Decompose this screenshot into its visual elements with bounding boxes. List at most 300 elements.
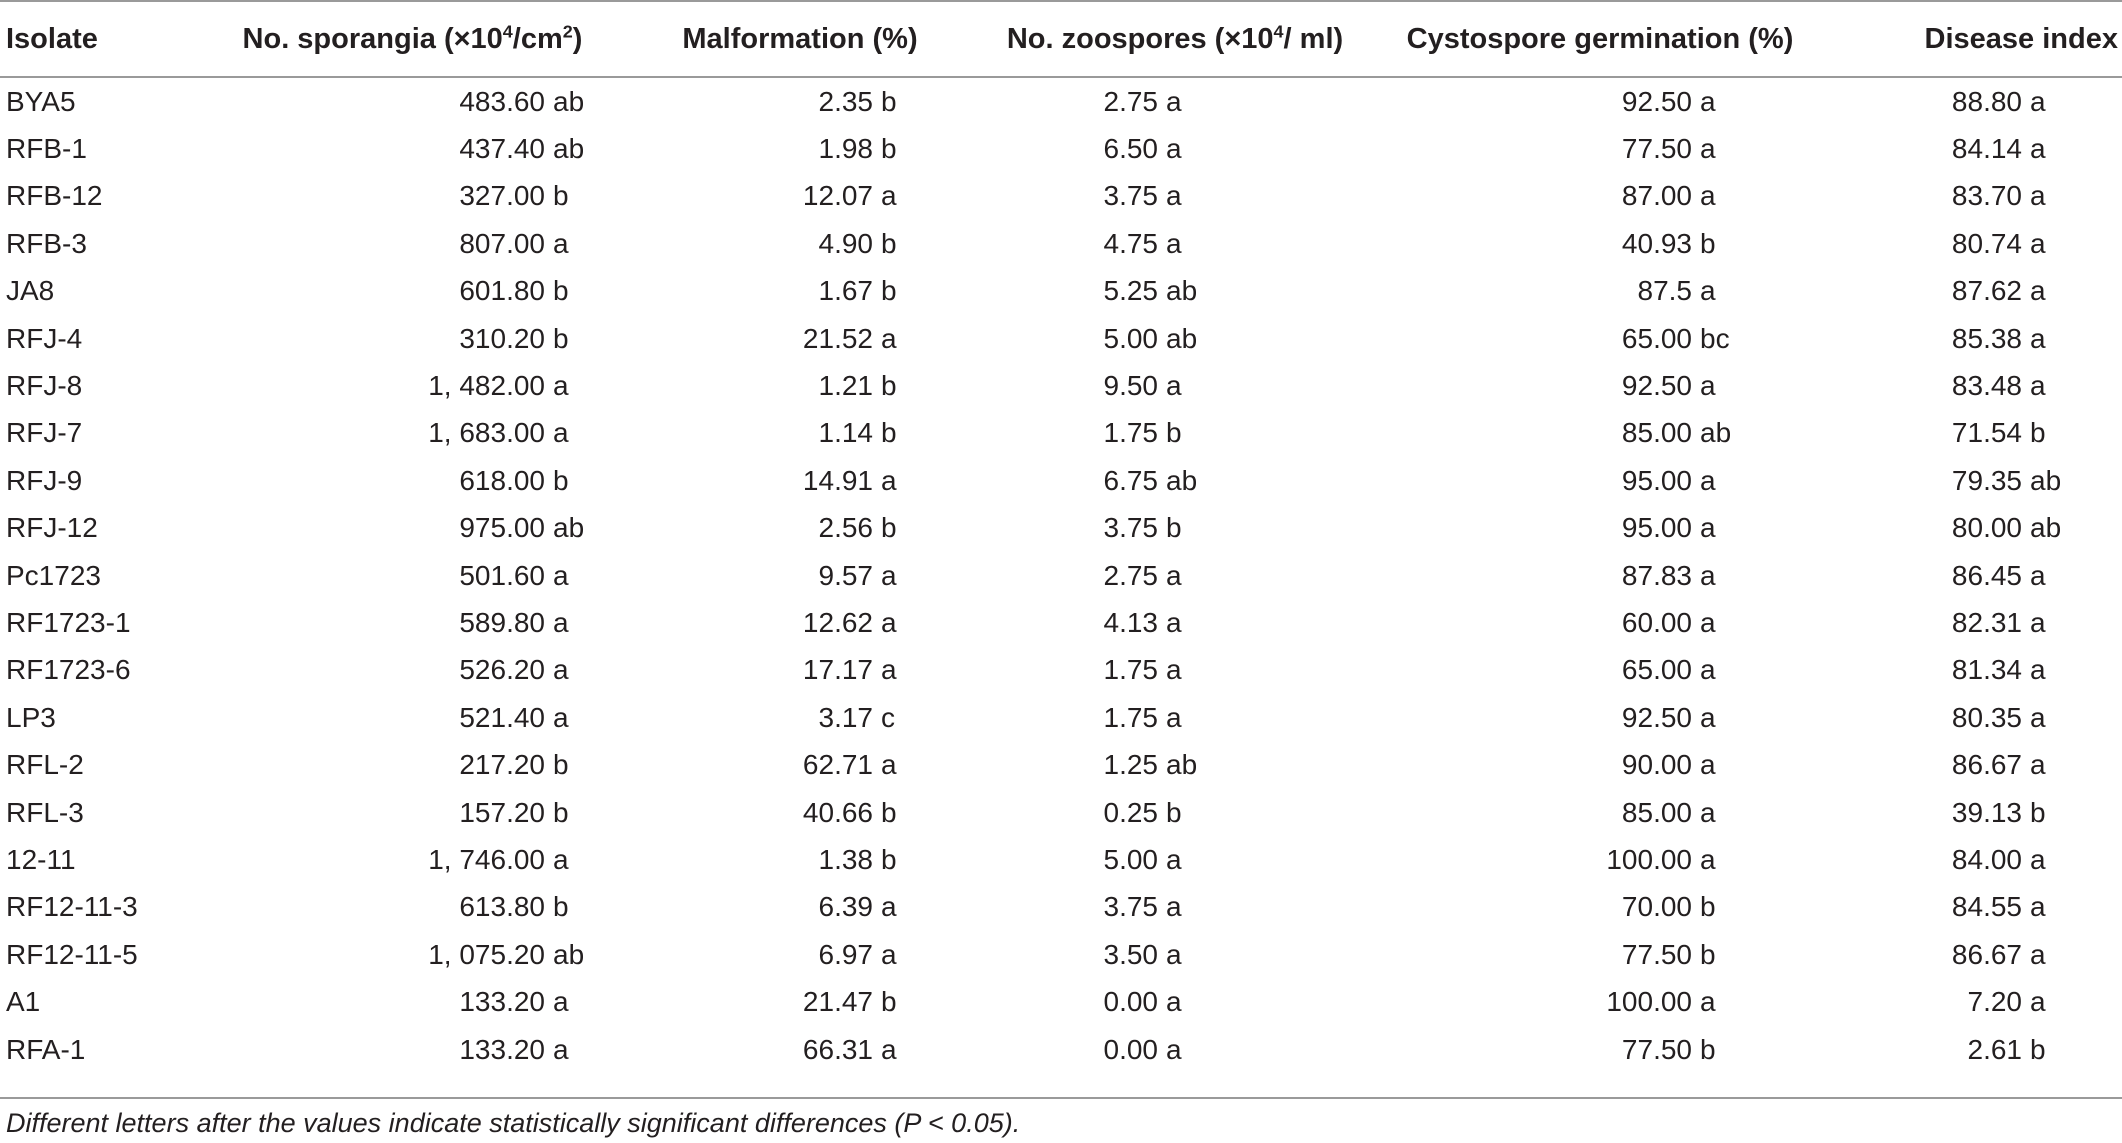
malformation-value: 17.17 [802, 654, 873, 686]
header-isolate: Isolate [6, 22, 98, 55]
cell-zoospores [965, 978, 1385, 1025]
sporangia-significance-letter: a [553, 227, 569, 259]
sporangia-value: 589.80 [459, 606, 545, 638]
germination-significance-letter: a [1700, 464, 1716, 496]
disease-value: 7.20 [1967, 986, 2022, 1018]
cell-malformation [635, 457, 965, 504]
table-row [0, 173, 2122, 220]
cell-germination [1385, 410, 1815, 457]
zoospores-significance-letter: a [1166, 370, 1182, 402]
germination-value: 77.50 [1621, 938, 1692, 970]
germination-value: 40.93 [1621, 227, 1692, 259]
cell-malformation [635, 978, 965, 1025]
cell-isolate: RF1723-6 [6, 654, 131, 686]
table-row [0, 78, 2122, 125]
cell-germination [1385, 78, 1815, 125]
zoospores-value: 6.75 [1103, 464, 1158, 496]
zoospores-significance-letter: a [1166, 133, 1182, 165]
cell-isolate: RF12-11-5 [6, 938, 138, 970]
germination-value: 87.5 [1637, 275, 1692, 307]
sporangia-significance-letter: a [553, 606, 569, 638]
sporangia-value: 618.00 [459, 464, 545, 496]
cell-disease [1815, 978, 2122, 1025]
table-footnote: Different letters after the values indicate statistically significant differences (P < 0.05). [6, 1108, 1021, 1138]
malformation-significance-letter: b [881, 843, 897, 875]
zoospores-value: 0.25 [1103, 796, 1158, 828]
cell-germination [1385, 789, 1815, 836]
disease-value: 71.54 [1951, 417, 2022, 449]
germination-significance-letter: b [1700, 938, 1716, 970]
malformation-significance-letter: a [881, 749, 897, 781]
cell-malformation [635, 599, 965, 646]
sporangia-significance-letter: b [553, 322, 569, 354]
disease-significance-letter: a [2030, 654, 2046, 686]
malformation-value: 21.52 [802, 322, 873, 354]
disease-significance-letter: a [2030, 85, 2046, 117]
sporangia-significance-letter: a [553, 654, 569, 686]
disease-significance-letter: a [2030, 701, 2046, 733]
germination-value: 65.00 [1621, 322, 1692, 354]
cell-isolate: RFJ-9 [6, 464, 83, 496]
malformation-significance-letter: b [881, 85, 897, 117]
header-zoospores: No. zoospores ($\times 10^4/$ ml) [1006, 20, 1344, 55]
malformation-value: 40.66 [802, 796, 873, 828]
header-row [0, 0, 2122, 78]
germination-value: 92.50 [1621, 85, 1692, 117]
disease-value: 84.55 [1951, 891, 2022, 923]
sporangia-value: 327.00 [459, 180, 545, 212]
disease-value: 2.61 [1967, 1033, 2022, 1065]
cell-malformation [635, 220, 965, 267]
germination-value: 92.50 [1621, 701, 1692, 733]
zoospores-value: 5.00 [1103, 322, 1158, 354]
disease-value: 88.80 [1951, 85, 2022, 117]
cell-isolate: A1 [6, 986, 41, 1018]
cell-germination [1385, 173, 1815, 220]
disease-significance-letter: a [2030, 180, 2046, 212]
cell-zoospores [965, 1026, 1385, 1073]
zoospores-significance-letter: a [1166, 938, 1182, 970]
cell-disease [1815, 362, 2122, 409]
cell-sporangia [190, 552, 635, 599]
zoospores-significance-letter: a [1166, 701, 1182, 733]
disease-value: 81.34 [1951, 654, 2022, 686]
cell-sporangia [190, 220, 635, 267]
malformation-value: 3.17 [818, 701, 873, 733]
cell-sporangia [190, 931, 635, 978]
cell-isolate: RFJ-7 [6, 417, 83, 449]
zoospores-significance-letter: a [1166, 227, 1182, 259]
sporangia-value: 601.80 [459, 275, 545, 307]
header-malformation: Malformation (%) [682, 22, 918, 55]
disease-value: 79.35 [1951, 464, 2022, 496]
disease-value: 82.31 [1951, 606, 2022, 638]
disease-value: 80.74 [1951, 227, 2022, 259]
sporangia-value: 501.60 [459, 559, 545, 591]
zoospores-value: 3.50 [1103, 938, 1158, 970]
disease-value: 87.62 [1951, 275, 2022, 307]
germination-value: 85.00 [1621, 796, 1692, 828]
disease-significance-letter: a [2030, 227, 2046, 259]
cell-sporangia [190, 125, 635, 172]
disease-significance-letter: b [2030, 417, 2046, 449]
cell-zoospores [965, 836, 1385, 883]
sporangia-value: 1, 075.20 [428, 938, 545, 970]
cell-zoospores [965, 173, 1385, 220]
table-row [0, 694, 2122, 741]
germination-value: 60.00 [1621, 606, 1692, 638]
cell-disease [1815, 220, 2122, 267]
cell-germination [1385, 741, 1815, 788]
cell-disease [1815, 836, 2122, 883]
germination-significance-letter: b [1700, 227, 1716, 259]
cell-isolate: RF1723-1 [6, 606, 131, 638]
zoospores-significance-letter: b [1166, 796, 1182, 828]
disease-significance-letter: a [2030, 559, 2046, 591]
cell-malformation [635, 268, 965, 315]
table-row [0, 125, 2122, 172]
cell-zoospores [965, 362, 1385, 409]
zoospores-significance-letter: a [1166, 559, 1182, 591]
cell-disease [1815, 599, 2122, 646]
germination-significance-letter: b [1700, 891, 1716, 923]
disease-significance-letter: a [2030, 606, 2046, 638]
cell-isolate: Pc1723 [6, 559, 101, 591]
disease-significance-letter: a [2030, 275, 2046, 307]
disease-significance-letter: a [2030, 986, 2046, 1018]
germination-significance-letter: a [1700, 749, 1716, 781]
sporangia-value: 310.20 [459, 322, 545, 354]
germination-value: 70.00 [1621, 891, 1692, 923]
cell-disease [1815, 1026, 2122, 1073]
cell-disease [1815, 931, 2122, 978]
cell-sporangia [190, 505, 635, 552]
cell-zoospores [965, 125, 1385, 172]
zoospores-significance-letter: ab [1166, 749, 1198, 781]
cell-isolate: JA8 [6, 275, 55, 307]
malformation-significance-letter: c [881, 701, 895, 733]
cell-sporangia [190, 741, 635, 788]
disease-value: 80.00 [1951, 512, 2022, 544]
zoospores-significance-letter: ab [1166, 464, 1198, 496]
zoospores-significance-letter: a [1166, 654, 1182, 686]
malformation-value: 1.21 [818, 370, 873, 402]
malformation-significance-letter: b [881, 133, 897, 165]
germination-value: 95.00 [1621, 464, 1692, 496]
cell-germination [1385, 647, 1815, 694]
cell-disease [1815, 315, 2122, 362]
cell-zoospores [965, 599, 1385, 646]
table-row [0, 789, 2122, 836]
table-row [0, 220, 2122, 267]
disease-significance-letter: b [2030, 796, 2046, 828]
sporangia-significance-letter: ab [553, 938, 585, 970]
zoospores-significance-letter: b [1166, 417, 1182, 449]
cell-disease [1815, 789, 2122, 836]
sporangia-value: 975.00 [459, 512, 545, 544]
sporangia-value: 133.20 [459, 1033, 545, 1065]
sporangia-significance-letter: b [553, 275, 569, 307]
cell-isolate: RFJ-4 [6, 322, 83, 354]
zoospores-significance-letter: a [1166, 986, 1182, 1018]
disease-value: 86.67 [1951, 938, 2022, 970]
disease-value: 86.45 [1951, 559, 2022, 591]
malformation-value: 12.62 [802, 606, 873, 638]
table-bottom-rule [0, 1097, 2122, 1099]
cell-malformation [635, 78, 965, 125]
germination-significance-letter: a [1700, 606, 1716, 638]
zoospores-value: 1.75 [1103, 417, 1158, 449]
germination-significance-letter: a [1700, 986, 1716, 1018]
disease-significance-letter: b [2030, 1033, 2046, 1065]
germination-value: 100.00 [1606, 843, 1692, 875]
germination-value: 87.83 [1621, 559, 1692, 591]
cell-germination [1385, 505, 1815, 552]
cell-disease [1815, 694, 2122, 741]
sporangia-significance-letter: ab [553, 85, 585, 117]
cell-sporangia [190, 457, 635, 504]
cell-disease [1815, 884, 2122, 931]
malformation-significance-letter: a [881, 654, 897, 686]
sporangia-significance-letter: b [553, 749, 569, 781]
sporangia-significance-letter: b [553, 796, 569, 828]
disease-value: 83.48 [1951, 370, 2022, 402]
cell-malformation [635, 173, 965, 220]
germination-significance-letter: a [1700, 654, 1716, 686]
malformation-value: 2.35 [818, 85, 873, 117]
cell-disease [1815, 268, 2122, 315]
zoospores-value: 0.00 [1103, 1033, 1158, 1065]
cell-zoospores [965, 315, 1385, 362]
cell-malformation [635, 1026, 965, 1073]
cell-sporangia [190, 647, 635, 694]
cell-malformation [635, 789, 965, 836]
disease-value: 83.70 [1951, 180, 2022, 212]
malformation-significance-letter: b [881, 275, 897, 307]
malformation-significance-letter: a [881, 322, 897, 354]
malformation-significance-letter: a [881, 1033, 897, 1065]
cell-malformation [635, 884, 965, 931]
cell-malformation [635, 647, 965, 694]
disease-value: 84.00 [1951, 843, 2022, 875]
cell-germination [1385, 552, 1815, 599]
germination-value: 90.00 [1621, 749, 1692, 781]
germination-significance-letter: a [1700, 796, 1716, 828]
cell-sporangia [190, 884, 635, 931]
cell-malformation [635, 362, 965, 409]
zoospores-value: 4.75 [1103, 227, 1158, 259]
table-row [0, 457, 2122, 504]
cell-zoospores [965, 884, 1385, 931]
germination-significance-letter: a [1700, 180, 1716, 212]
malformation-value: 1.67 [818, 275, 873, 307]
cell-disease [1815, 647, 2122, 694]
germination-value: 87.00 [1621, 180, 1692, 212]
disease-significance-letter: a [2030, 322, 2046, 354]
cell-sporangia [190, 410, 635, 457]
malformation-significance-letter: a [881, 559, 897, 591]
sporangia-value: 157.20 [459, 796, 545, 828]
zoospores-value: 9.50 [1103, 370, 1158, 402]
sporangia-significance-letter: a [553, 559, 569, 591]
zoospores-significance-letter: b [1166, 512, 1182, 544]
disease-significance-letter: ab [2030, 512, 2062, 544]
malformation-significance-letter: a [881, 891, 897, 923]
zoospores-significance-letter: ab [1166, 322, 1198, 354]
sporangia-significance-letter: ab [553, 133, 585, 165]
germination-significance-letter: a [1700, 843, 1716, 875]
cell-zoospores [965, 505, 1385, 552]
cell-zoospores [965, 931, 1385, 978]
sporangia-value: 613.80 [459, 891, 545, 923]
cell-sporangia [190, 694, 635, 741]
sporangia-value: 1, 482.00 [428, 370, 545, 402]
cell-disease [1815, 741, 2122, 788]
germination-value: 77.50 [1621, 133, 1692, 165]
cell-disease [1815, 410, 2122, 457]
disease-significance-letter: a [2030, 891, 2046, 923]
cell-isolate: LP3 [6, 701, 56, 733]
cell-germination [1385, 599, 1815, 646]
cell-germination [1385, 268, 1815, 315]
cell-malformation [635, 552, 965, 599]
table-row [0, 931, 2122, 978]
zoospores-significance-letter: a [1166, 843, 1182, 875]
zoospores-value: 3.75 [1103, 512, 1158, 544]
malformation-significance-letter: b [881, 986, 897, 1018]
sporangia-significance-letter: b [553, 464, 569, 496]
cell-sporangia [190, 599, 635, 646]
germination-significance-letter: ab [1700, 417, 1732, 449]
cell-isolate: RFL-2 [6, 749, 84, 781]
zoospores-significance-letter: a [1166, 1033, 1182, 1065]
cell-zoospores [965, 410, 1385, 457]
cell-disease [1815, 173, 2122, 220]
table-header [0, 0, 2122, 78]
table-row [0, 741, 2122, 788]
zoospores-value: 6.50 [1103, 133, 1158, 165]
cell-disease [1815, 125, 2122, 172]
sporangia-value: 483.60 [459, 85, 545, 117]
zoospores-value: 1.25 [1103, 749, 1158, 781]
malformation-value: 1.98 [818, 133, 873, 165]
zoospores-value: 4.13 [1103, 606, 1158, 638]
zoospores-value: 5.25 [1103, 275, 1158, 307]
cell-disease [1815, 552, 2122, 599]
disease-significance-letter: a [2030, 749, 2046, 781]
malformation-significance-letter: a [881, 606, 897, 638]
malformation-value: 2.56 [818, 512, 873, 544]
germination-significance-letter: a [1700, 275, 1716, 307]
cell-zoospores [965, 268, 1385, 315]
cell-disease [1815, 457, 2122, 504]
cell-germination [1385, 315, 1815, 362]
germination-value: 100.00 [1606, 986, 1692, 1018]
sporangia-significance-letter: a [553, 701, 569, 733]
malformation-significance-letter: b [881, 512, 897, 544]
table-row [0, 552, 2122, 599]
cell-zoospores [965, 647, 1385, 694]
cell-isolate: RFA-1 [6, 1033, 86, 1065]
table-row [0, 505, 2122, 552]
header-germination: Cystospore germination (%) [1406, 22, 1794, 55]
malformation-value: 21.47 [802, 986, 873, 1018]
header-sporangia: No. sporangia $(\times 10^4/cm^2)$ [242, 20, 583, 55]
germination-significance-letter: a [1700, 512, 1716, 544]
zoospores-significance-letter: a [1166, 606, 1182, 638]
germination-value: 77.50 [1621, 1033, 1692, 1065]
cell-germination [1385, 884, 1815, 931]
cell-malformation [635, 931, 965, 978]
germination-significance-letter: b [1700, 1033, 1716, 1065]
cell-germination [1385, 457, 1815, 504]
cell-sporangia [190, 268, 635, 315]
cell-germination [1385, 978, 1815, 1025]
malformation-significance-letter: b [881, 370, 897, 402]
cell-sporangia [190, 78, 635, 125]
malformation-value: 1.38 [818, 843, 873, 875]
sporangia-significance-letter: ab [553, 512, 585, 544]
cell-isolate: RFB-12 [6, 180, 103, 212]
disease-value: 39.13 [1951, 796, 2022, 828]
germination-significance-letter: a [1700, 370, 1716, 402]
cell-germination [1385, 931, 1815, 978]
cell-germination [1385, 220, 1815, 267]
malformation-significance-letter: a [881, 464, 897, 496]
cell-isolate: RFB-3 [6, 227, 87, 259]
malformation-value: 4.90 [818, 227, 873, 259]
sporangia-significance-letter: b [553, 891, 569, 923]
table-row [0, 315, 2122, 362]
sporangia-significance-letter: a [553, 843, 569, 875]
malformation-value: 66.31 [802, 1033, 873, 1065]
disease-value: 85.38 [1951, 322, 2022, 354]
cell-germination [1385, 1026, 1815, 1073]
cell-germination [1385, 362, 1815, 409]
disease-value: 84.14 [1951, 133, 2022, 165]
germination-significance-letter: bc [1700, 322, 1730, 354]
cell-malformation [635, 694, 965, 741]
sporangia-value: 217.20 [459, 749, 545, 781]
cell-germination [1385, 694, 1815, 741]
malformation-value: 14.91 [802, 464, 873, 496]
malformation-significance-letter: b [881, 417, 897, 449]
zoospores-significance-letter: a [1166, 180, 1182, 212]
zoospores-value: 2.75 [1103, 559, 1158, 591]
table-row [0, 884, 2122, 931]
malformation-significance-letter: b [881, 227, 897, 259]
cell-isolate: RF12-11-3 [6, 891, 138, 923]
sporangia-significance-letter: a [553, 986, 569, 1018]
header-disease-index: Disease index [1924, 22, 2118, 55]
cell-sporangia [190, 362, 635, 409]
cell-zoospores [965, 741, 1385, 788]
cell-zoospores [965, 789, 1385, 836]
disease-significance-letter: ab [2030, 464, 2062, 496]
germination-value: 95.00 [1621, 512, 1692, 544]
germination-significance-letter: a [1700, 85, 1716, 117]
cell-malformation [635, 125, 965, 172]
germination-value: 65.00 [1621, 654, 1692, 686]
zoospores-value: 0.00 [1103, 986, 1158, 1018]
table-row [0, 410, 2122, 457]
cell-sporangia [190, 789, 635, 836]
zoospores-value: 1.75 [1103, 701, 1158, 733]
cell-isolate: 12-11 [6, 843, 76, 875]
disease-significance-letter: a [2030, 938, 2046, 970]
cell-isolate: BYA5 [6, 85, 76, 117]
sporangia-significance-letter: a [553, 1033, 569, 1065]
